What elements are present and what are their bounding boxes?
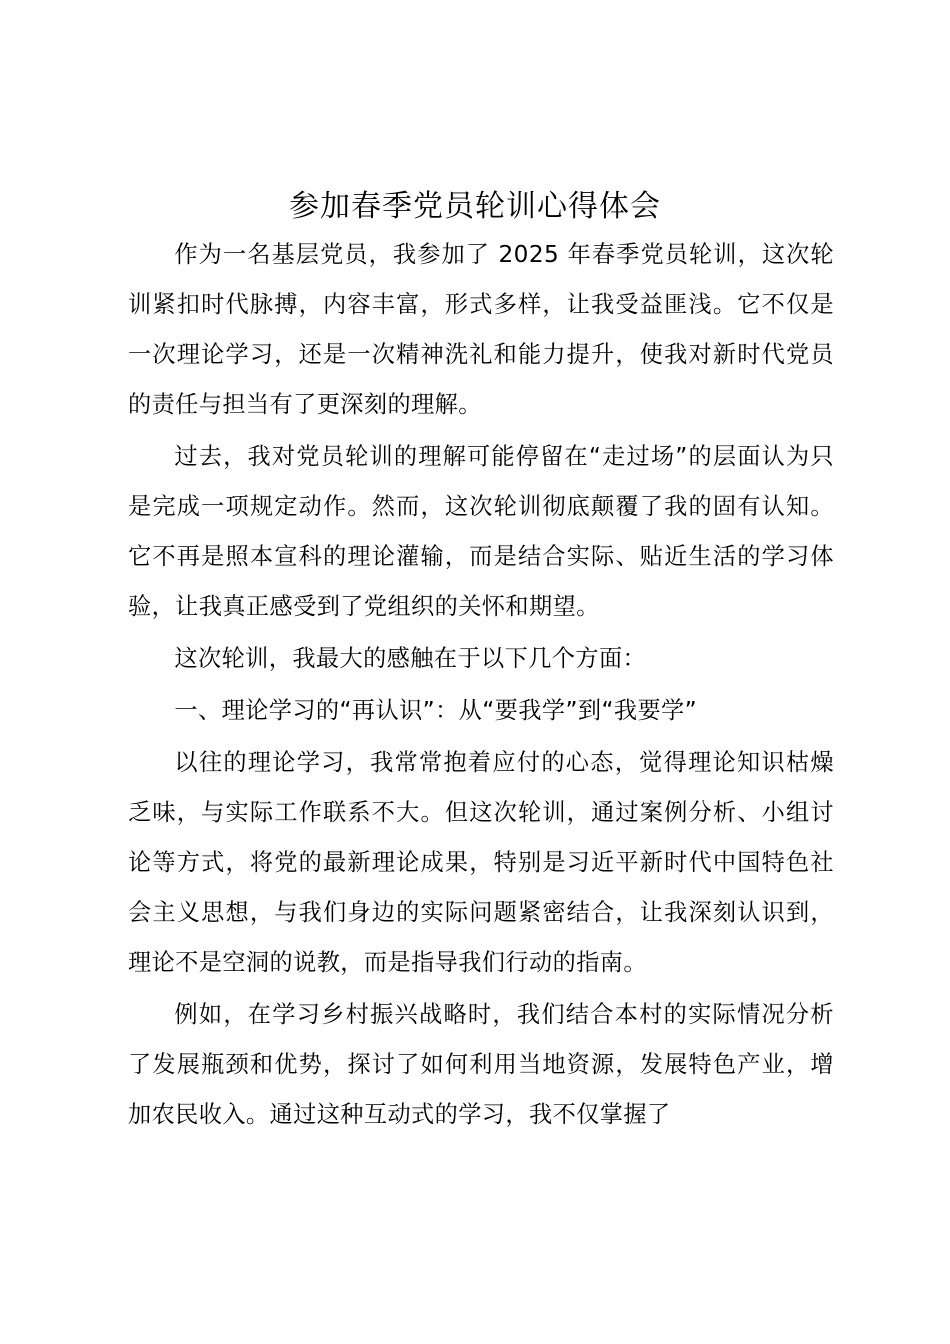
- document-title: 参加春季党员轮训心得体会: [289, 189, 661, 224]
- section-heading-theory: 一、理论学习的“再认识”：从“要我学”到“我要学”: [174, 697, 698, 724]
- paragraph-intro: 作为一名基层党员，我参加了 2025 年春季党员轮训，这次轮训紧扣时代脉搏，内容丰富，形式多样，让我受益匪浅。它不仅是一次理论学习，还是一次精神洗礼和能力提升，使我对新时代党员的责任与担当有了更深刻的理解。: [128, 241, 834, 418]
- document-body: [128, 230, 834, 1142]
- paragraph-main-feelings: 这次轮训，我最大的感触在于以下几个方面：: [174, 645, 647, 672]
- paragraph-past-understanding: 过去，我对党员轮训的理解可能停留在“走过场”的层面认为只是完成一项规定动作。然而，这次轮训彻底颠覆了我的固有认知。它不再是照本宣科的理论灌输，而是结合实际、贴近生活的学习体验，让我真正感受到了党组织的关怀和期望。: [128, 443, 834, 620]
- paragraph-example: 例如，在学习乡村振兴战略时，我们结合本村的实际情况分析了发展瓶颈和优势，探讨了如何利用当地资源，发展特色产业，增加农民收入。通过这种互动式的学习，我不仅掌握了: [128, 1001, 834, 1128]
- paragraph-theory-learning: 以往的理论学习，我常常抱着应付的心态，觉得理论知识枯燥乏味，与实际工作联系不大。但这次轮训，通过案例分析、小组讨论等方式，将党的最新理论成果，特别是习近平新时代中国特色社会主义思想，与我们身边的实际问题紧密结合，让我深刻认识到，理论不是空洞的说教，而是指导我们行动的指南。: [128, 749, 834, 976]
